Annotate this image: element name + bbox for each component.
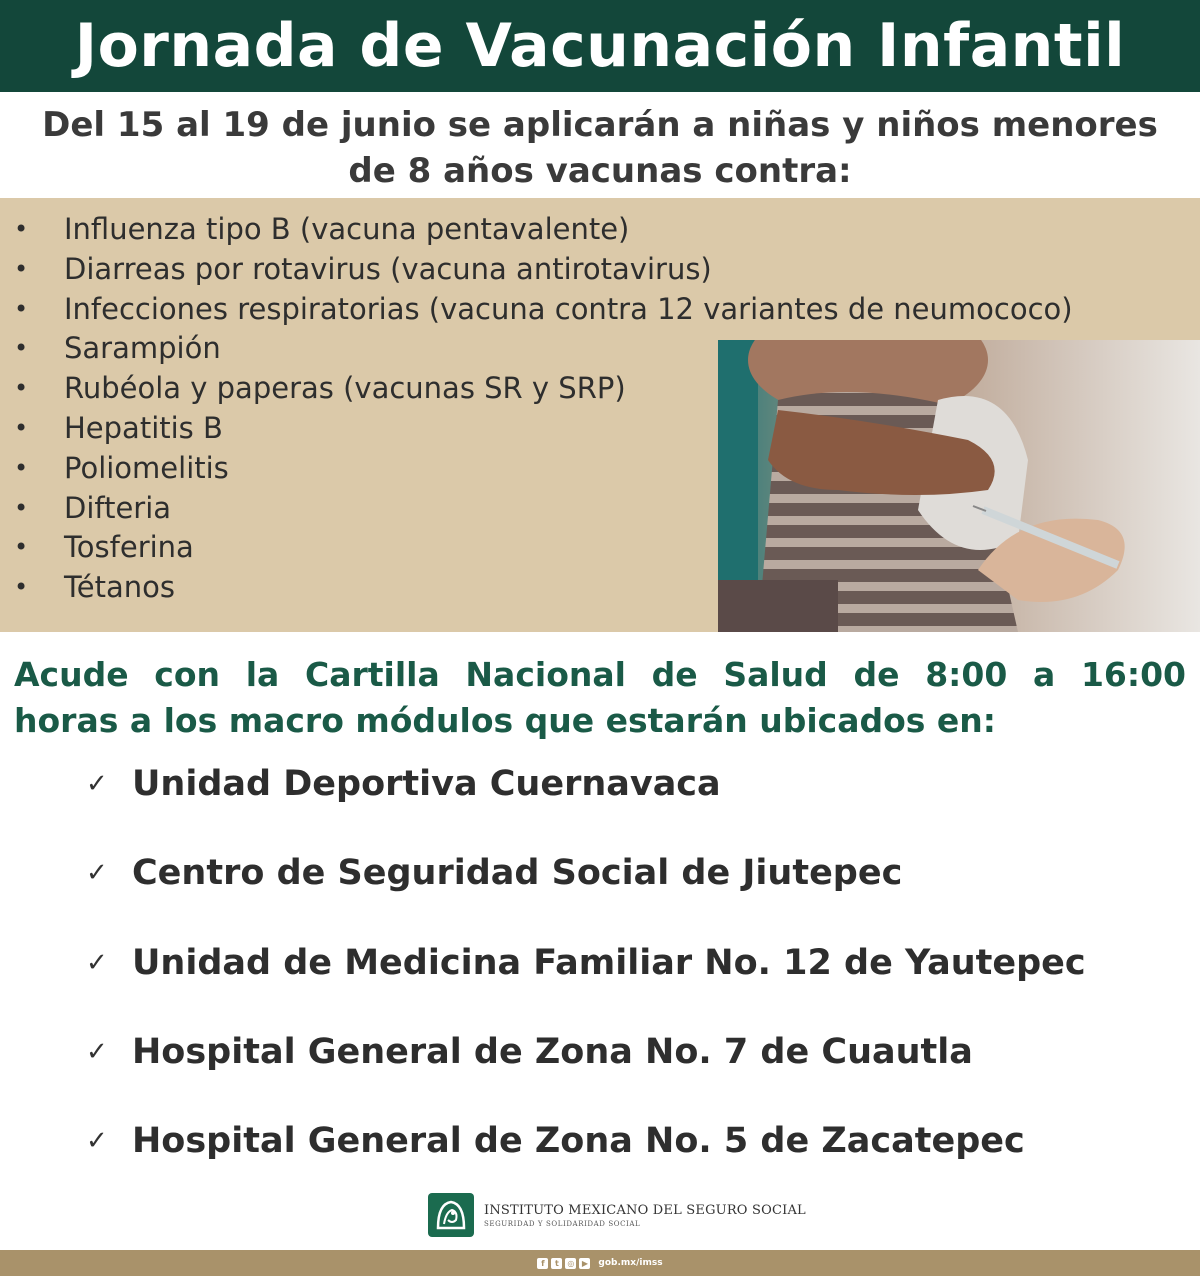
location-label: Hospital General de Zona No. 5 de Zacatepec — [132, 1121, 1025, 1162]
bullet-icon: • — [14, 374, 29, 403]
intro-text — [0, 96, 1200, 196]
bullet-icon: • — [14, 334, 29, 363]
vaccination-photo — [718, 340, 1200, 632]
check-icon: ✓ — [86, 947, 108, 978]
vaccine-label: Poliomelitis — [64, 450, 229, 485]
youtube-icon[interactable]: ▶ — [579, 1258, 590, 1269]
locations-list — [86, 760, 1086, 1206]
page-title: Jornada de Vacunación Infantil — [74, 11, 1126, 81]
vaccine-label: Influenza tipo B (vacuna pentavalente) — [64, 212, 630, 246]
institution-name: INSTITUTO MEXICANO DEL SEGURO SOCIAL — [484, 1202, 806, 1218]
vaccine-item — [0, 290, 1073, 330]
intro-line-2: de 8 años vacunas contra: — [348, 151, 852, 191]
title-banner — [0, 0, 1200, 92]
check-icon: ✓ — [86, 769, 108, 799]
bullet-icon: • — [14, 254, 29, 283]
instruction-line-2: horas a los macro módulos que estarán ubicados en: — [14, 701, 996, 740]
instruction-text — [14, 652, 1186, 744]
location-label: Unidad de Medicina Familiar No. 12 de Yautepec — [132, 942, 1086, 983]
location-label: Centro de Seguridad Social de Jiutepec — [132, 853, 903, 894]
vaccine-label: Rubéola y paperas (vacunas SR y SRP) — [64, 371, 626, 406]
eagle-emblem-icon — [434, 1198, 468, 1232]
instruction-line-1: Acude con la Cartilla Nacional de Salud de 8:00 a 16:00 — [14, 655, 1186, 694]
vaccine-label: Hepatitis B — [64, 410, 223, 445]
vaccine-label: Diarreas por rotavirus (vacuna antirotavirus) — [64, 251, 712, 286]
vaccine-label: Tétanos — [64, 570, 176, 605]
bullet-icon: • — [14, 533, 29, 562]
twitter-icon[interactable]: t — [551, 1258, 562, 1269]
location-label: Unidad Deportiva Cuernavaca — [132, 764, 721, 804]
check-icon: ✓ — [86, 1126, 108, 1157]
bullet-icon: • — [14, 453, 29, 482]
vaccine-item — [0, 210, 1073, 250]
bullet-icon: • — [14, 413, 29, 442]
vaccine-label: Infecciones respiratorias (vacuna contra 12 variantes de neumococo) — [64, 291, 1073, 326]
location-item — [86, 760, 1086, 849]
child-vaccination-illustration — [718, 340, 1200, 632]
vaccine-label: Difteria — [64, 490, 172, 525]
vaccine-item — [0, 250, 1073, 290]
social-links — [537, 1258, 662, 1269]
check-icon: ✓ — [86, 1036, 108, 1067]
imss-logo — [428, 1192, 806, 1238]
facebook-icon[interactable]: f — [537, 1258, 548, 1269]
location-item — [86, 1028, 1086, 1117]
bullet-icon: • — [14, 573, 29, 602]
institution-motto: SEGURIDAD Y SOLIDARIDAD SOCIAL — [484, 1219, 641, 1228]
footer-bar — [0, 1250, 1200, 1276]
logo-text — [484, 1203, 806, 1228]
vaccine-label: Sarampión — [64, 331, 221, 366]
intro-line-1: Del 15 al 19 de junio se aplicarán a niñas y niños menores — [42, 105, 1158, 145]
bullet-icon: • — [14, 215, 29, 243]
imss-emblem-icon — [428, 1193, 474, 1237]
location-item — [86, 849, 1086, 938]
social-handle[interactable]: gob.mx/imss — [598, 1258, 663, 1268]
instagram-icon[interactable]: ◎ — [565, 1258, 576, 1269]
location-item — [86, 939, 1086, 1028]
vaccine-label: Tosferina — [64, 530, 194, 565]
bullet-icon: • — [14, 493, 29, 522]
location-label: Hospital General de Zona No. 7 de Cuautla — [132, 1031, 973, 1072]
check-icon: ✓ — [86, 858, 108, 889]
bullet-icon: • — [14, 294, 29, 323]
